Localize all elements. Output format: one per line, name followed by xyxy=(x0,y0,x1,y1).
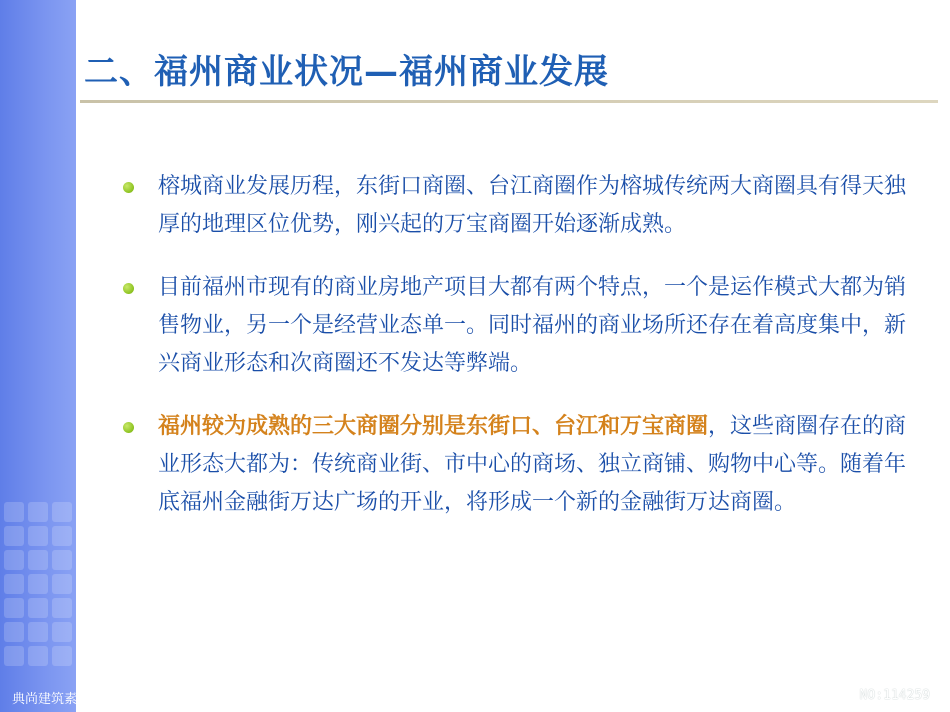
tile-decoration xyxy=(28,598,48,618)
sidebar-tile-pattern xyxy=(0,500,76,712)
tile-decoration xyxy=(52,574,72,594)
tile-decoration xyxy=(52,502,72,522)
bullet-dot-icon xyxy=(123,283,134,294)
tile-decoration xyxy=(28,646,48,666)
tile-decoration xyxy=(52,526,72,546)
tile-decoration xyxy=(28,550,48,570)
tile-decoration xyxy=(4,622,24,642)
tile-decoration xyxy=(28,622,48,642)
bullet-item xyxy=(120,168,920,244)
title-underline xyxy=(80,100,938,103)
sidebar-band xyxy=(0,0,76,712)
bullet-dot-icon xyxy=(123,422,134,433)
bullet-list xyxy=(120,168,920,522)
tile-decoration xyxy=(4,598,24,618)
bullet-item xyxy=(120,408,920,522)
tile-decoration xyxy=(4,574,24,594)
footer-id-label: NO:114259 xyxy=(859,688,930,703)
footer-watermark: 典尚建筑素材网 JZ.JZSC.NET xyxy=(12,692,197,707)
tile-decoration xyxy=(52,622,72,642)
tile-decoration xyxy=(52,550,72,570)
bullet-highlight-text: 福州较为成熟的三大商圈分别是东街口、台江和万宝商圈 xyxy=(158,414,709,439)
bullet-text: 目前福州市现有的商业房地产项目大都有两个特点，一个是运作模式大都为销售物业，另一个是经营业态单一。同时福州的商业场所还存在着高度集中，新兴商业形态和次商圈还不发达等弊端。 xyxy=(158,275,907,376)
tile-decoration xyxy=(28,526,48,546)
bullet-text-mixed xyxy=(158,408,920,522)
slide-title: 二、福州商业状况—福州商业发展 xyxy=(84,52,609,92)
tile-decoration xyxy=(4,646,24,666)
tile-decoration xyxy=(4,502,24,522)
bullet-dot-icon xyxy=(123,182,134,193)
tile-decoration xyxy=(4,550,24,570)
bullet-item xyxy=(120,269,920,383)
tile-decoration xyxy=(28,574,48,594)
bullet-text: 榕城商业发展历程，东街口商圈、台江商圈作为榕城传统两大商圈具有得天独厚的地理区位优势，刚兴起的万宝商圈开始逐渐成熟。 xyxy=(158,174,907,237)
tile-decoration xyxy=(52,598,72,618)
tile-decoration xyxy=(52,646,72,666)
tile-decoration xyxy=(28,502,48,522)
tile-decoration xyxy=(4,526,24,546)
bullet-text: ，这些商圈存在的商业形态大都为：传统商业街、市中心的商场、独立商铺、购物中心等。随着年底福州金融街万达广场的开业，将形成一个新的金融街万达商圈。 xyxy=(158,414,907,515)
